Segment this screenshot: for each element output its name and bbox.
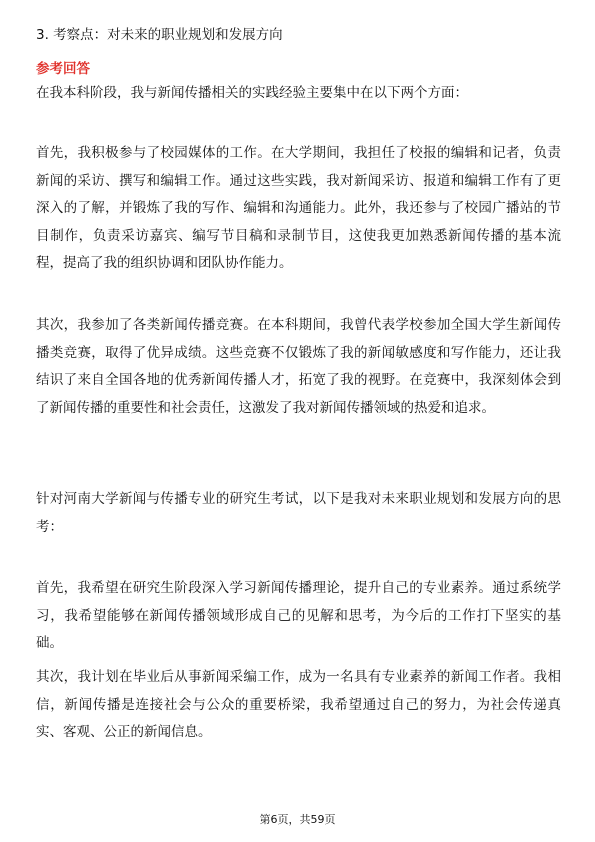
answer-paragraph: 首先，我积极参与了校园媒体的工作。在大学期间，我担任了校报的编辑和记者，负责新闻的采访、撰写和编辑工作。通过这些实践，我对新闻采访、报道和编辑工作有了更深入的了解，并锻炼了我的写作、编辑和沟通能力。此外，我还参与了校园广播站的节目制作，负责采访嘉宾、编写节目稿和录制节目，这使我更加熟悉新闻传播的基本流程，提高了我的组织协调和团队协作能力。 xyxy=(36,145,561,271)
answer-label: 参考回答 xyxy=(36,61,90,77)
answer-paragraph: 针对河南大学新闻与传播专业的研究生考试，以下是我对未来职业规划和发展方向的思考： xyxy=(36,491,561,535)
page-number-footer: 第6页，共59页 xyxy=(259,813,336,826)
answer-paragraph: 其次，我计划在毕业后从事新闻采编工作，成为一名具有专业素养的新闻工作者。我相信，新闻传播是连接社会与公众的重要桥梁，我希望通过自己的努力，为社会传递真实、客观、公正的新闻信息。 xyxy=(36,669,561,740)
answer-paragraph: 其次，我参加了各类新闻传播竞赛。在本科期间，我曾代表学校参加全国大学生新闻传播类竞赛，取得了优异成绩。这些竞赛不仅锻炼了我的新闻敏感度和写作能力，还让我结识了来自全国各地的优秀新闻传播人才，拓宽了我的视野。在竞赛中，我深刻体会到了新闻传播的重要性和社会责任，这激发了我对新闻传播领域的热爱和追求。 xyxy=(36,317,561,416)
question-title: 3. 考察点：对未来的职业规划和发展方向 xyxy=(36,27,283,43)
answer-intro-paragraph: 在我本科阶段，我与新闻传播相关的实践经验主要集中在以下两个方面： xyxy=(36,85,468,101)
answer-paragraph: 首先，我希望在研究生阶段深入学习新闻传播理论，提升自己的专业素养。通过系统学习，我希望能够在新闻传播领域形成自己的见解和思考，为今后的工作打下坚实的基础。 xyxy=(36,580,561,651)
